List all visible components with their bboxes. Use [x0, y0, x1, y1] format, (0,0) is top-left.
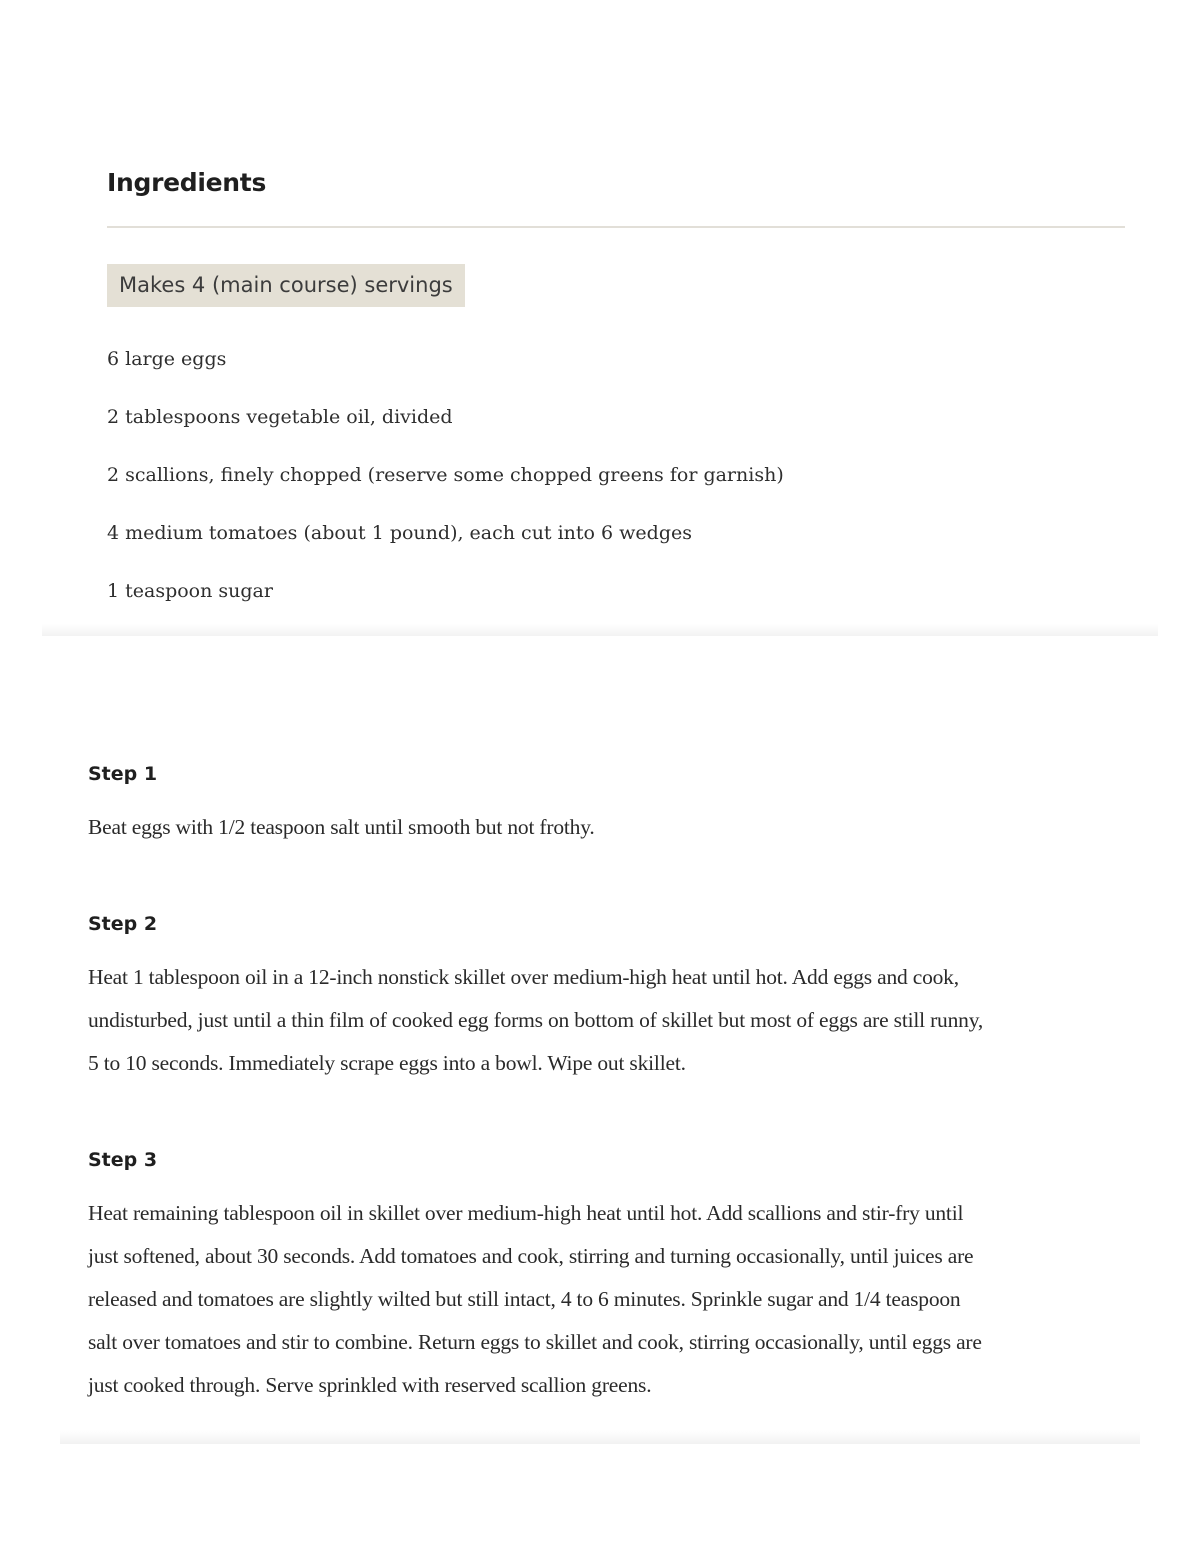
step-label: Step 1	[88, 763, 158, 785]
step-text: Heat remaining tablespoon oil in skillet over medium-high heat until hot. Add scallions and stir-fry until just softened, about 30 seconds. Add tomatoes and cook, stirring and turning occasionally, until juices are released and tomatoes are slightly wilted but still intact, 4 to 6 minutes. Sprinkle sugar and 1/4 teaspoon salt over tomatoes and stir to combine. Return eggs to skillet and cook, stirring occasionally, until eggs are just cooked through. Serve sprinkled with reserved scallion greens.	[88, 1201, 982, 1397]
ingredient-item: 2 tablespoons vegetable oil, divided	[107, 406, 453, 428]
ingredient-item: 1 teaspoon sugar	[107, 580, 273, 602]
step-text: Beat eggs with 1/2 teaspoon salt until smooth but not frothy.	[88, 815, 595, 839]
ingredient-list	[107, 344, 784, 634]
step-label: Step 2	[88, 913, 158, 935]
preparation-section	[60, 738, 1140, 1444]
servings-badge: Makes 4 (main course) servings	[107, 264, 465, 307]
ingredient-item: 2 scallions, finely chopped (reserve some chopped greens for garnish)	[107, 464, 784, 486]
step-label: Step 3	[88, 1149, 158, 1171]
ingredients-title: Ingredients	[107, 168, 267, 197]
ingredient-item: 4 medium tomatoes (about 1 pound), each cut into 6 wedges	[107, 522, 692, 544]
step-1	[88, 760, 988, 849]
ingredients-section	[42, 120, 1158, 636]
step-text: Heat 1 tablespoon oil in a 12-inch nonstick skillet over medium-high heat until hot. Add eggs and cook, undisturbed, just until a thin film of cooked egg forms on bottom of skillet but most of eggs are still runny, 5 to 10 seconds. Immediately scrape eggs into a bowl. Wipe out skillet.	[88, 965, 984, 1075]
step-2	[88, 910, 988, 1085]
step-3	[88, 1146, 988, 1407]
ingredient-item: 6 large eggs	[107, 348, 227, 370]
ingredients-divider	[107, 226, 1125, 228]
